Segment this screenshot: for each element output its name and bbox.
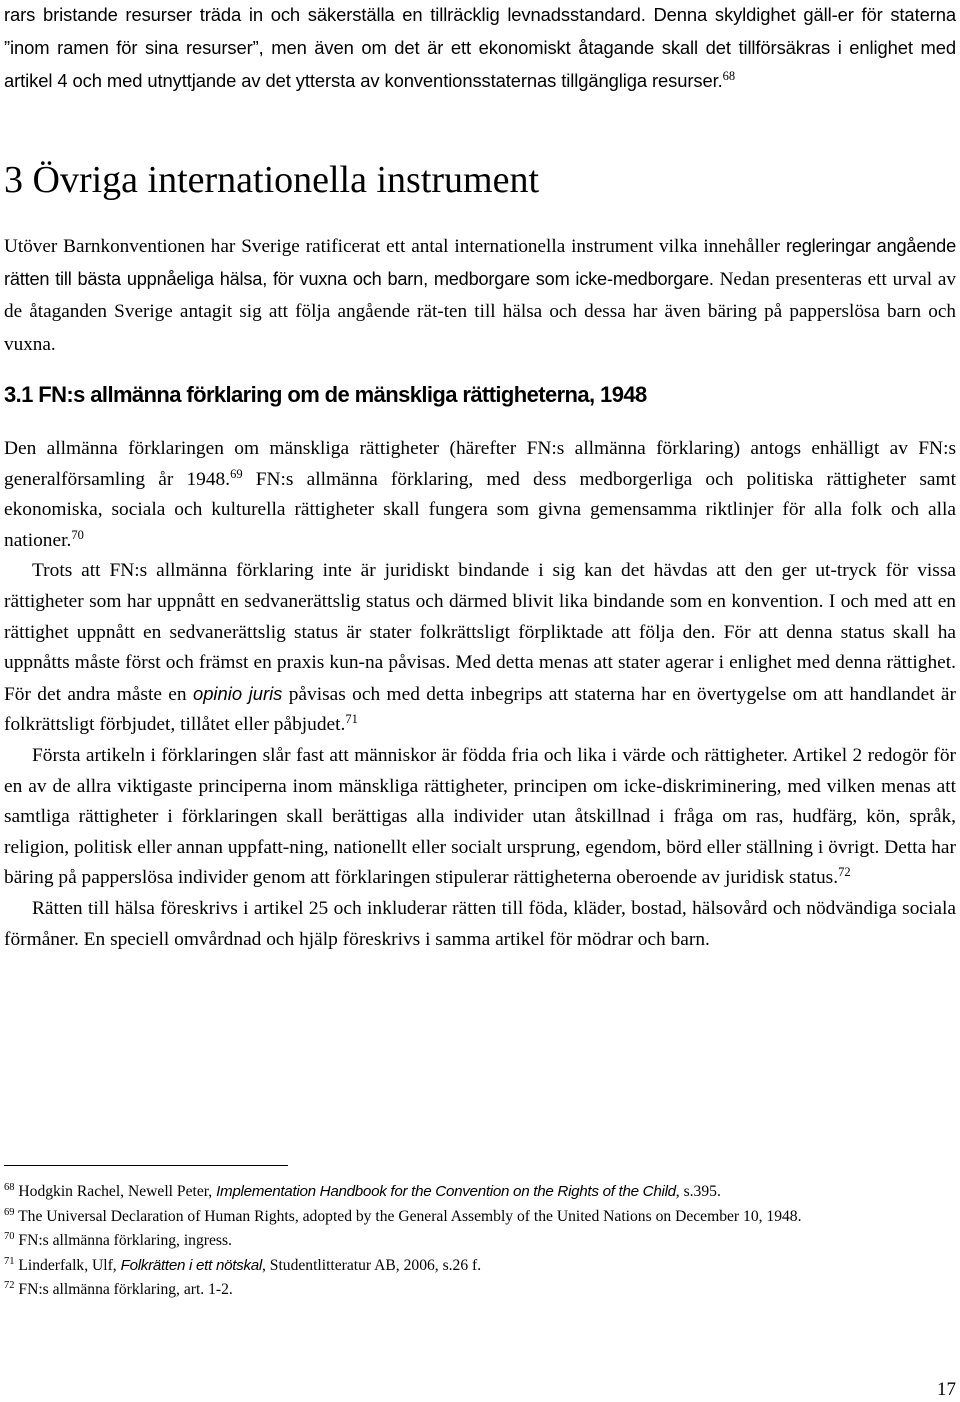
- intro-text-b: Denna skyldighet gäll-er för staterna ”inom ramen för sina resurser”, men även om det är ett ekonomiskt åtagande skall det tillförsäkras i enlighet med artikel 4 och med utnyttjande av det yttersta av konventionsstaternas tillgängliga resurser.: [4, 4, 956, 92]
- p2-italic-term: opinio juris: [192, 682, 283, 704]
- footnote-item: [4, 1180, 956, 1205]
- section-3-heading: 3 Övriga internationella instrument: [4, 159, 540, 201]
- section-3-1-paragraph-2: [4, 556, 956, 741]
- footnote-item: [4, 1229, 956, 1254]
- footnote-number: 69: [4, 1206, 15, 1218]
- intro-paragraph: [4, 0, 956, 99]
- p2-text-b: påvisas och med detta inbegrips att staterna har en övertygelse om att handlandet är folkrättsligt förbjudet, tillåtet eller påbjudet.: [4, 683, 956, 736]
- footnote-item: [4, 1205, 956, 1230]
- footnote-text: FN:s allmänna förklaring, art. 1-2.: [14, 1281, 233, 1299]
- footnote-text: The Universal Declaration of Human Rights, adopted by the General Assembly of the United Nations on December 10, 1948.: [14, 1207, 802, 1225]
- section-3-1-paragraph-1: [4, 434, 956, 556]
- section-3-1-paragraph-4: Rätten till hälsa föreskrivs i artikel 25 och inkluderar rätten till föda, kläder, bostad, hälsovård och nödvändiga sociala förmåner. En speciell omvårdnad och hjälp föreskrivs i samma artikel för mödrar och barn.: [4, 897, 956, 950]
- footnote-text: Hodgkin Rachel, Newell Peter,: [14, 1183, 217, 1200]
- section-3-text-a: Utöver Barnkonventionen har Sverige ratificerat ett antal internationella instrument vilka innehåller: [4, 236, 781, 257]
- section-3-text-b: regleringar angående rätten till bästa uppnåeliga hälsa, för vuxna och barn, medborgare som icke-medborgare.: [4, 236, 956, 290]
- footnote-number: 71: [4, 1255, 15, 1267]
- footnote-text-post: , Studentlitteratur AB, 2006, s.26 f.: [261, 1256, 482, 1274]
- p3-text: Första artikeln i förklaringen slår fast att människor är födda fria och lika i värde och rättigheter. Artikel 2 redogör för en av de allra viktigaste principerna inom mänskliga rättigheter, principen om icke-diskriminering, med vilken menas att samtliga rättigheter i förklaringen skall berättigas alla individer utan åtskillnad i fråga om ras, hudfärg, kön, språk, religion, politisk eller annan uppfatt-ning, nationellt eller socialt ursprung, egendom, börd eller ställning i övrigt. Detta har bäring på papperslösa individer genom att förklaringen stipulerar rättigheterna oberoende av juridisk status.: [4, 744, 956, 889]
- footnote-italic: Folkrätten i ett nötskal: [120, 1256, 262, 1274]
- footnote-italic: Implementation Handbook for the Convention on the Rights of the Child: [216, 1183, 676, 1200]
- footnote-ref-71: 71: [345, 712, 358, 727]
- footnote-number: 68: [4, 1182, 15, 1193]
- page-number: 17: [937, 1379, 956, 1400]
- p2-text-a: Trots att FN:s allmänna förklaring inte är juridiskt bindande i sig kan det hävdas att den ger ut-tryck för vissa rättigheter som har uppnått en sedvanerättslig status och därmed blivit lika bindande som en konvention. I och med att en rättighet uppnått en sedvanerättslig status är stater folkrättsligt förpliktade att följa den. För att denna status skall ha uppnåtts måste först och främst en praxis kun-na påvisas. Med detta menas att stater agerar i enlighet med denna rättighet. För det andra måste en: [4, 560, 956, 705]
- footnote-number: 72: [4, 1280, 15, 1292]
- section-3-1-body: [4, 434, 956, 955]
- footnote-text: Linderfalk, Ulf,: [14, 1256, 121, 1274]
- footnotes: [4, 1180, 956, 1303]
- section-3-1-heading: 3.1 FN:s allmänna förklaring om de mänskliga rättigheterna, 1948: [4, 382, 647, 407]
- footnote-item: [4, 1254, 956, 1279]
- p1-text-a: Den allmänna förklaringen om mänskliga rättigheter (härefter FN:s allmänna förklaring) antogs enhälligt av FN:s generalförsamling år 1948.: [4, 438, 956, 490]
- p1-text-b: FN:s allmänna förklaring, med dess medborgerliga och politiska rättigheter samt ekonomiska, sociala och kulturella rättigheter skall fungera som givna gemensamma riktlinjer för alla folk och alla nationer.: [4, 468, 956, 551]
- footnote-text-post: , s.395.: [675, 1183, 721, 1200]
- section-3-paragraph: [4, 230, 956, 361]
- section-3-text-c: Nedan presenteras ett urval av de åtaganden Sverige antagit sig att följa angående rät-ten till hälsa och dessa har även bäring på papperslösa barn och vuxna.: [4, 269, 956, 355]
- footnote-number: 70: [4, 1231, 15, 1243]
- footnote-ref-68: 68: [722, 69, 736, 84]
- footnote-ref-70: 70: [71, 527, 84, 542]
- footnote-item: [4, 1278, 956, 1303]
- intro-text-a: rars bristande resurser träda in och säkerställa en tillräcklig levnadsstandard.: [4, 4, 646, 25]
- footnote-text: FN:s allmänna förklaring, ingress.: [14, 1232, 232, 1250]
- footnote-ref-69: 69: [230, 466, 243, 481]
- footnote-ref-72: 72: [838, 865, 851, 880]
- footnote-separator: [4, 1165, 288, 1166]
- section-3-1-paragraph-3: [4, 741, 956, 894]
